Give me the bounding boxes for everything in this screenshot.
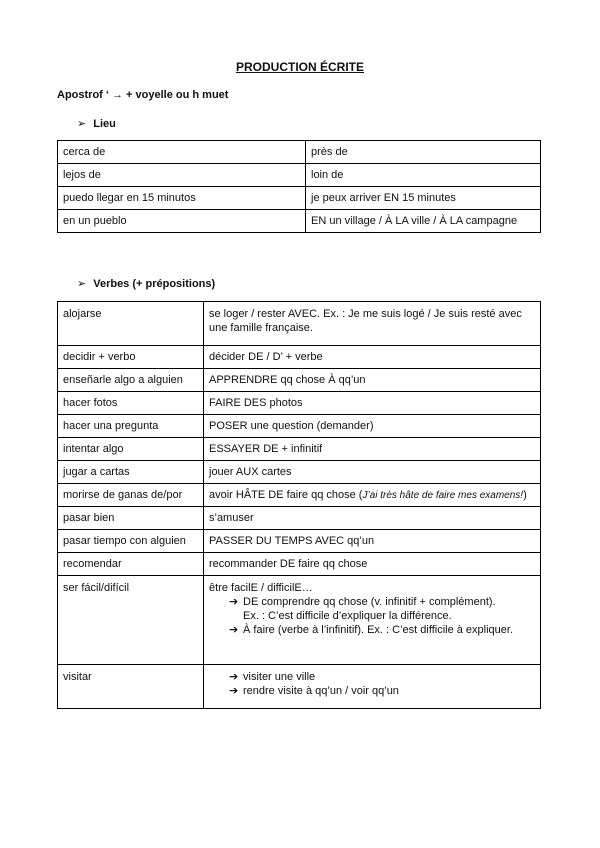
table-row: [58, 302, 541, 346]
spanish-cell: pasar bien: [58, 507, 204, 530]
french-cell: EN un village / À LA ville / À LA campagne: [306, 210, 541, 233]
french-cell: ESSAYER DE + infinitif: [204, 438, 541, 461]
french-cell: recommander DE faire qq chose: [204, 553, 541, 576]
spanish-cell: recomendar: [58, 553, 204, 576]
table-row: [58, 141, 541, 164]
section-label: Lieu: [93, 118, 116, 130]
spanish-cell: pasar tiempo con alguien: [58, 530, 204, 553]
right-arrow-icon: ➔: [229, 671, 239, 683]
spanish-cell: decidir + verbo: [58, 346, 204, 369]
example-text: Ex. : C’est difficile d’expliquer la différence.: [243, 610, 452, 622]
table-row: [58, 484, 541, 507]
list-item: [209, 670, 535, 684]
table-row: [58, 553, 541, 576]
spanish-cell: cerca de: [58, 141, 306, 164]
spanish-cell: puedo llegar en 15 minutos: [58, 187, 306, 210]
arrowhead-bullet-icon: ➢: [77, 278, 87, 290]
french-cell: jouer AUX cartes: [204, 461, 541, 484]
verbes-table: [57, 301, 541, 709]
table-row: [58, 530, 541, 553]
arrowhead-bullet-icon: ➢: [77, 118, 87, 130]
french-cell: FAIRE DES photos: [204, 392, 541, 415]
usage-text: DE comprendre qq chose (v. infinitif + complément).: [243, 596, 496, 608]
list-item: [209, 623, 535, 637]
french-cell: loin de: [306, 164, 541, 187]
table-row: [58, 164, 541, 187]
table-row: [58, 665, 541, 709]
table-row: [58, 210, 541, 233]
usage-list: [209, 670, 535, 698]
spanish-cell: ser fácil/difícil: [58, 576, 204, 665]
section-heading-lieu: [77, 117, 116, 130]
french-cell: POSER une question (demander): [204, 415, 541, 438]
list-item: [209, 595, 535, 609]
french-text: avoir HÂTE DE faire qq chose (: [209, 488, 363, 501]
list-item: [209, 684, 535, 698]
example-text: J’ai très hâte de faire mes examens!: [362, 489, 524, 501]
section-label: Verbes (+ prépositions): [93, 278, 216, 290]
french-cell: [204, 484, 541, 507]
usage-text: À faire (verbe à l’infinitif). Ex. : C’est difficile à expliquer.: [243, 624, 514, 636]
spanish-cell: alojarse: [58, 302, 204, 346]
spanish-cell: visitar: [58, 665, 204, 709]
usage-text: rendre visite à qq’un / voir qq’un: [243, 685, 399, 697]
table-row: [58, 392, 541, 415]
table-row: [58, 461, 541, 484]
spanish-cell: morirse de ganas de/por: [58, 484, 204, 507]
french-cell: s’amuser: [204, 507, 541, 530]
usage-list: [209, 595, 535, 637]
page-title: PRODUCTION ÉCRITE: [235, 60, 364, 74]
french-cell: PASSER DU TEMPS AVEC qq’un: [204, 530, 541, 553]
lieu-table: [57, 140, 541, 233]
french-cell: [204, 665, 541, 709]
spanish-cell: hacer una pregunta: [58, 415, 204, 438]
table-row: [58, 187, 541, 210]
table-row: [58, 576, 541, 665]
table-row: [58, 415, 541, 438]
spanish-cell: intentar algo: [58, 438, 204, 461]
table-row: [58, 346, 541, 369]
usage-text: visiter une ville: [243, 671, 316, 683]
table-row: [58, 438, 541, 461]
right-arrow-icon: ➔: [229, 596, 239, 608]
right-arrow-icon: ➔: [229, 624, 239, 636]
apostrophe-note: Apostrof ‘ → + voyelle ou h muet: [57, 89, 229, 101]
spanish-cell: jugar a cartas: [58, 461, 204, 484]
spanish-cell: hacer fotos: [58, 392, 204, 415]
spanish-cell: en un pueblo: [58, 210, 306, 233]
french-cell: décider DE / D’ + verbe: [204, 346, 541, 369]
french-cell: [204, 576, 541, 665]
spanish-cell: enseñarle algo a alguien: [58, 369, 204, 392]
closing-paren: ): [523, 488, 527, 501]
french-cell: je peux arriver EN 15 minutes: [306, 187, 541, 210]
french-text: être facilE / difficilE…: [209, 582, 313, 594]
table-row: [58, 369, 541, 392]
spanish-cell: lejos de: [58, 164, 306, 187]
right-arrow-icon: ➔: [229, 685, 239, 697]
table-row: [58, 507, 541, 530]
list-item: [209, 609, 535, 623]
french-cell: près de: [306, 141, 541, 164]
french-cell: se loger / rester AVEC. Ex. : Je me suis logé / Je suis resté avec une famille française.: [204, 302, 541, 346]
french-cell: APPRENDRE qq chose À qq’un: [204, 369, 541, 392]
section-heading-verbes: [77, 277, 215, 290]
